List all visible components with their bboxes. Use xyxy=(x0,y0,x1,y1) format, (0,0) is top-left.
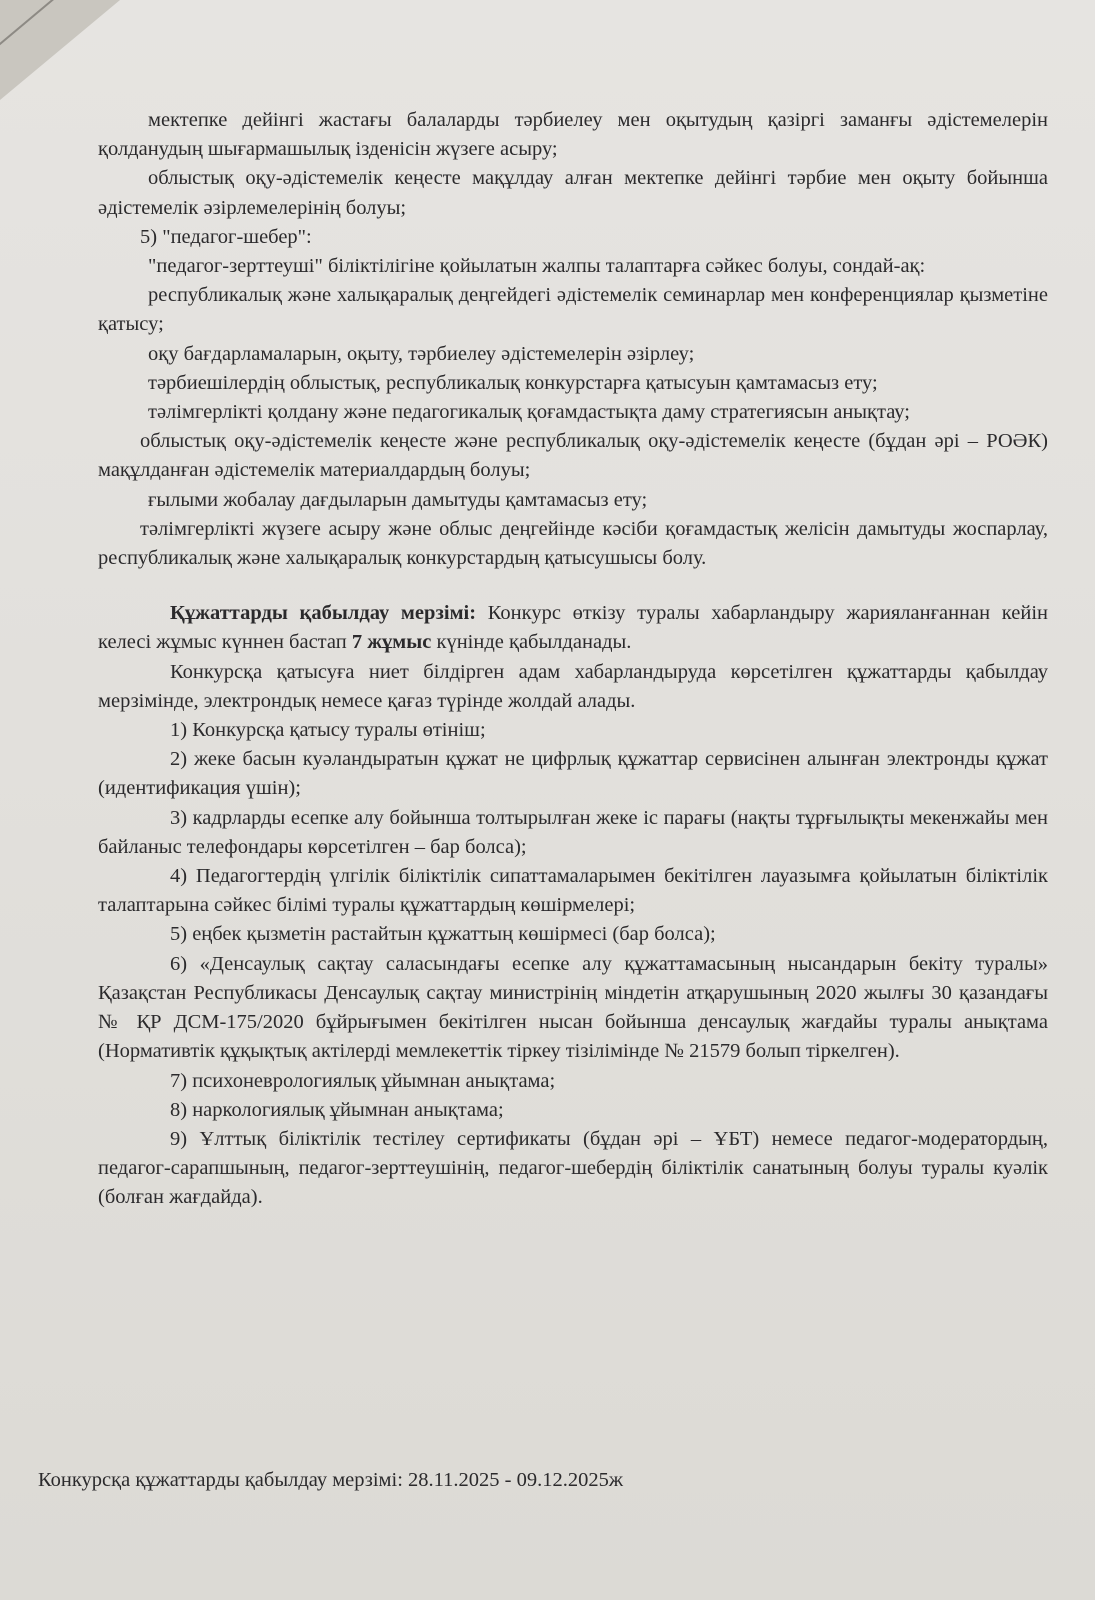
paragraph-contests-participation: тәрбиешілердің облыстық, республикалық конкурстарға қатысуын қамтамасыз ету; xyxy=(148,371,878,394)
paragraph-mentoring-network: тәлімгерлікті жүзеге асыру және облыс деңгейінде кәсіби қоғамдастық желісін дамытуды жоспарлау, республикалық және халықаралық конкурстардың қатысушысы болу. xyxy=(98,517,1048,570)
folded-corner xyxy=(0,0,120,100)
deadline-text-after: күнінде қабылданады. xyxy=(431,631,632,654)
list-item-personnel-sheet: 3) кадрларды есепке алу бойынша толтырылған жеке іс парағы (нақты тұрғылықты мекенжайы мен байланыс телефондары көрсетілген – бар болса); xyxy=(98,806,1048,858)
paragraph-mentoring-strategy: тәлімгерлікті қолдану және педагогикалық қоғамдастықта даму стратегиясын анықтау; xyxy=(148,401,910,424)
submission-period-line: Конкурсқа құжаттарды қабылдау мерзімі: 28.11.2025 - 09.12.2025ж xyxy=(38,1469,624,1491)
list-item-identity-document: 2) жеке басын куәландыратын құжат не цифрлық құжаттар сервисінен алынған электронды құжат (идентификация үшін); xyxy=(98,748,1048,800)
paragraph-research-skills: ғылыми жобалау дағдыларын дамытуды қамтамасыз ету; xyxy=(148,488,648,511)
paragraph-methodical-developments: облыстық оқу-әдістемелік кеңесте мақұлдау алған мектепке дейінгі тәрбие мен оқыту бойынша әдістемелік әзірлемелерінің болуы; xyxy=(98,167,1048,219)
list-item-health-certificate: 6) «Денсаулық сақтау саласындағы есепке алу құжаттамасының нысандарын бекіту туралы» Қазақстан Республикасы Денсаулық сақтау министрінің міндетін атқарушының 2020 жылғы 30 қазандағы № ҚР ДСМ-175/2020 бұйрығымен бекітілген нысан бойынша денсаулық жағдайы туралы анықтама (Нормативтік құқықтық актілерді мемлекеттік тіркеу тізілімінде № 21579 болып тіркелген). xyxy=(98,952,1048,1063)
paragraph-seminars-conferences: республикалық және халықаралық деңгейдегі әдістемелік семинарлар мен конференциялар қызметіне қатысу; xyxy=(98,284,1048,336)
list-item-psychoneurological-certificate: 7) психоневрологиялық ұйымнан анықтама; xyxy=(170,1069,556,1092)
deadline-heading: Құжаттарды қабылдау мерзімі: xyxy=(170,602,477,625)
list-item-application: 1) Конкурсқа қатысу туралы өтініш; xyxy=(170,719,486,742)
deadline-paragraph xyxy=(98,599,1048,657)
heading-pedagog-sheber: 5) "педагог-шебер": xyxy=(140,225,312,248)
list-item-qualification-certificate: 9) Ұлттық біліктілік тестілеу сертификаты (бұдан әрі – ҰБТ) немесе педагог-модератордың, педагог-сарапшының, педагог-зерттеушінің, педагог-шебердің біліктілік санатының болуы туралы куәлік (болған жағдайда). xyxy=(98,1127,1048,1209)
deadline-days: 7 жұмыс xyxy=(351,631,432,654)
intro-paragraph: Конкурсқа қатысуға ниет білдірген адам хабарландыруда көрсетілген құжаттарды қабылдау мерзімінде, электрондық немесе қағаз түрінде жолдай алады. xyxy=(98,660,1048,712)
list-item-education-documents: 4) Педагогтердің үлгілік біліктілік сипаттамаларымен бекітілген лауазымға қойылатын біліктілік талаптарына сәйкес білімі туралы құжаттардың көшірмелері; xyxy=(98,865,1048,917)
list-item-narcological-certificate: 8) наркологиялық ұйымнан анықтама; xyxy=(170,1098,504,1121)
deadline-text-before: Конкурс өткізу туралы хабарландыру жарияланғаннан кейін келесі жұмыс күннен бастап xyxy=(98,602,1048,654)
paragraph-general-requirements: "педагог-зерттеуші" біліктілігіне қойылатын жалпы талаптарға сәйкес болуы, сондай-ақ: xyxy=(148,255,926,278)
paragraph-programs-development: оқу бағдарламаларын, оқыту, тәрбиелеу әдістемелерін әзірлеу; xyxy=(148,342,695,365)
document-body xyxy=(98,106,1048,1213)
paragraph-methods-creative: мектепке дейінгі жастағы балаларды тәрбиелеу мен оқытудың қазіргі заманғы әдістемелерін қолданудың шығармашылық ізденісін жүзеге асыру; xyxy=(98,109,1048,161)
list-item-employment-record: 5) еңбек қызметін растайтын құжаттың көшірмесі (бар болса); xyxy=(170,923,716,946)
paragraph-roek-materials: облыстық оқу-әдістемелік кеңесте және республикалық оқу-әдістемелік кеңесте (бұдан әрі – РОӘК) мақұлданған әдістемелік материалдардың болуы; xyxy=(98,430,1048,482)
